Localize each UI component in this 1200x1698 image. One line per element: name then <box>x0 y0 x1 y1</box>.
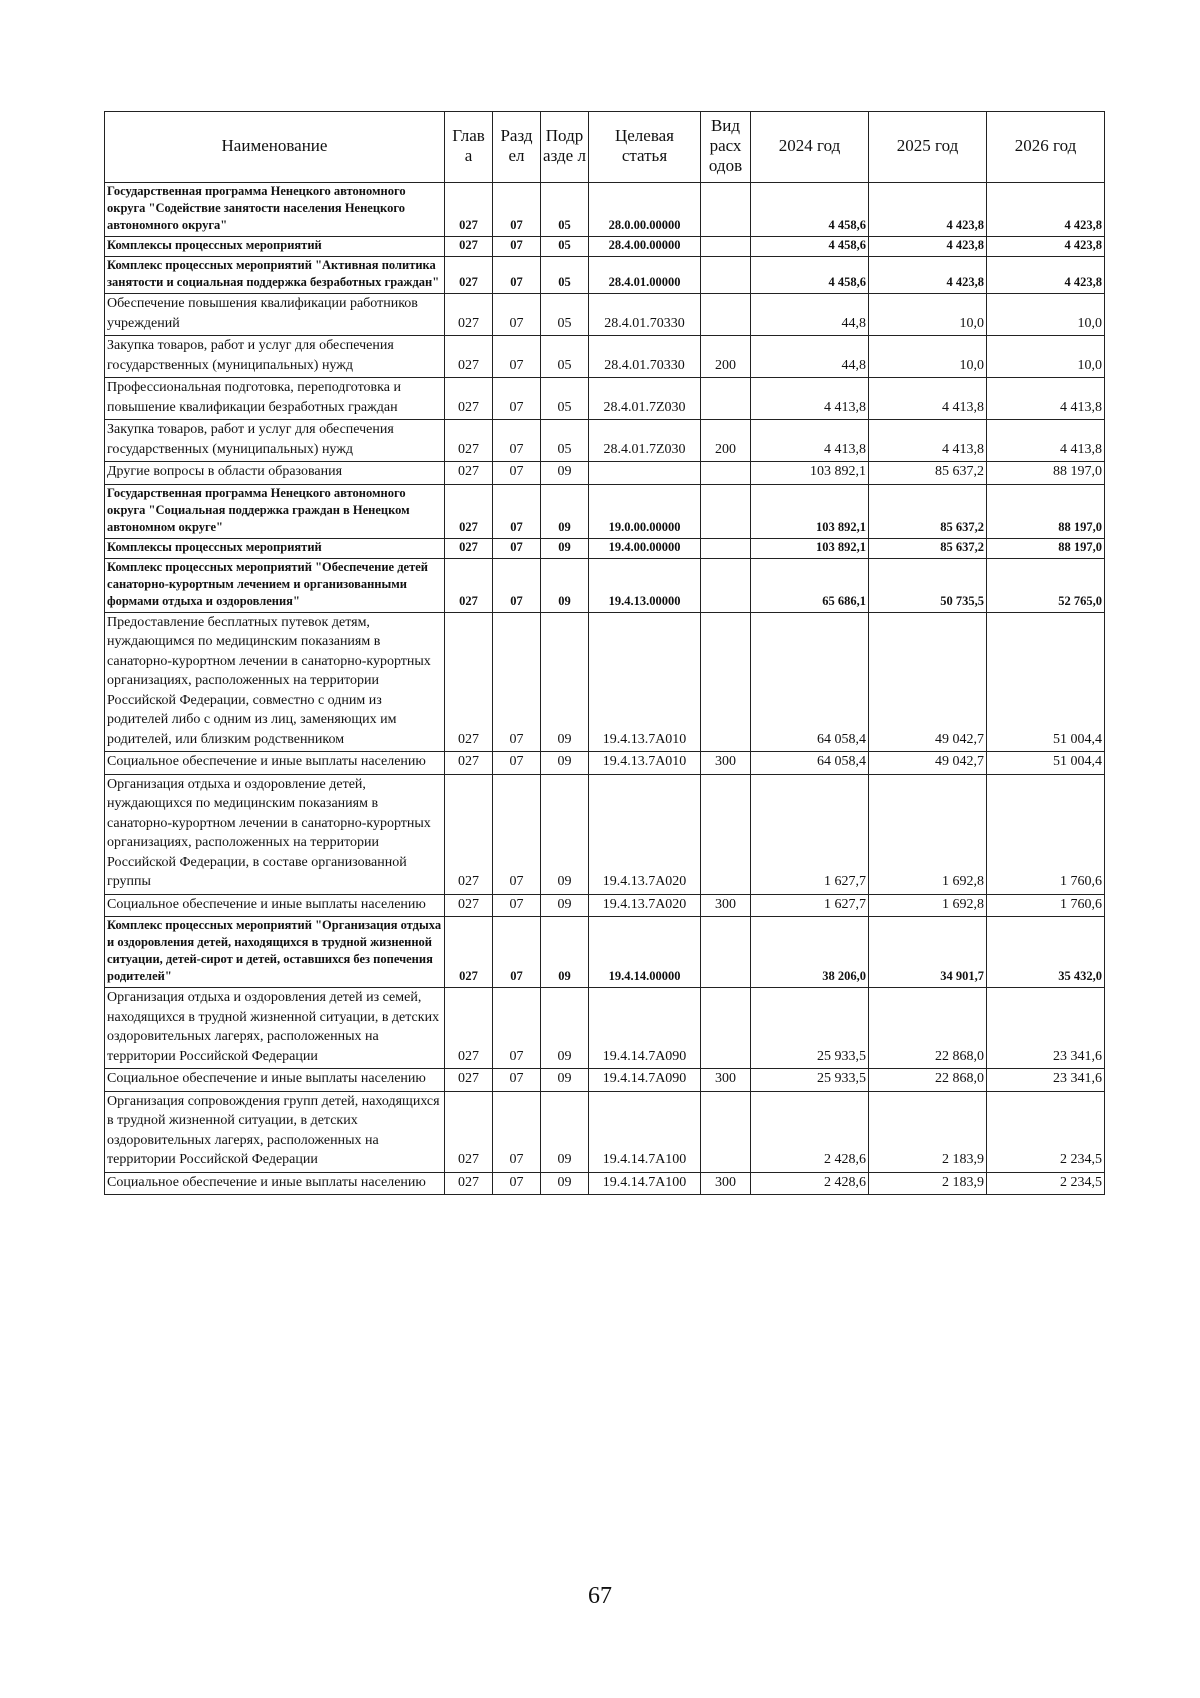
row-amount-2024: 4 458,6 <box>751 183 869 237</box>
row-amount-2026: 23 341,6 <box>987 1069 1105 1092</box>
row-amount-2025: 1 692,8 <box>869 774 987 894</box>
row-podrazdel: 09 <box>541 1069 589 1092</box>
row-target-article: 28.4.01.70330 <box>589 336 701 378</box>
row-razdel: 07 <box>493 612 541 752</box>
row-amount-2026: 23 341,6 <box>987 988 1105 1069</box>
row-razdel: 07 <box>493 378 541 420</box>
row-name: Комплексы процессных мероприятий <box>105 237 445 257</box>
row-expense-type <box>701 378 751 420</box>
row-glava: 027 <box>445 558 493 612</box>
row-expense-type <box>701 257 751 294</box>
row-target-article: 19.0.00.00000 <box>589 484 701 538</box>
row-target-article: 28.4.01.00000 <box>589 257 701 294</box>
row-amount-2024: 103 892,1 <box>751 538 869 558</box>
row-name: Закупка товаров, работ и услуг для обеспечения государственных (муниципальных) нужд <box>105 420 445 462</box>
row-amount-2024: 2 428,6 <box>751 1091 869 1172</box>
table-row <box>105 420 1105 462</box>
row-podrazdel: 09 <box>541 1091 589 1172</box>
table-row <box>105 1172 1105 1195</box>
row-razdel: 07 <box>493 1172 541 1195</box>
row-amount-2026: 88 197,0 <box>987 538 1105 558</box>
row-name: Предоставление бесплатных путевок детям, нуждающимся по медицинским показаниям в санаторно-курортном лечении в санаторно-курортных организациях, расположенных на территории Российской Федерации, совместно с одним из родителей либо с одним из лиц, заменяющих им родителей, или близким родственником <box>105 612 445 752</box>
table-row <box>105 1069 1105 1092</box>
row-razdel: 07 <box>493 558 541 612</box>
row-podrazdel: 09 <box>541 774 589 894</box>
row-expense-type <box>701 183 751 237</box>
row-podrazdel: 05 <box>541 294 589 336</box>
row-glava: 027 <box>445 752 493 775</box>
row-razdel: 07 <box>493 894 541 917</box>
row-expense-type <box>701 612 751 752</box>
row-target-article: 19.4.13.7А020 <box>589 894 701 917</box>
row-amount-2025: 10,0 <box>869 294 987 336</box>
row-target-article: 19.4.14.7А090 <box>589 1069 701 1092</box>
row-podrazdel: 09 <box>541 612 589 752</box>
row-glava: 027 <box>445 538 493 558</box>
row-podrazdel: 09 <box>541 917 589 988</box>
row-amount-2024: 4 413,8 <box>751 420 869 462</box>
row-expense-type <box>701 484 751 538</box>
row-amount-2025: 4 423,8 <box>869 237 987 257</box>
row-expense-type: 300 <box>701 1172 751 1195</box>
row-razdel: 07 <box>493 183 541 237</box>
row-amount-2024: 1 627,7 <box>751 774 869 894</box>
row-podrazdel: 05 <box>541 378 589 420</box>
row-amount-2025: 4 413,8 <box>869 420 987 462</box>
row-podrazdel: 05 <box>541 237 589 257</box>
row-podrazdel: 05 <box>541 420 589 462</box>
row-amount-2024: 44,8 <box>751 336 869 378</box>
row-glava: 027 <box>445 257 493 294</box>
row-glava: 027 <box>445 1172 493 1195</box>
row-expense-type <box>701 917 751 988</box>
row-podrazdel: 09 <box>541 484 589 538</box>
row-razdel: 07 <box>493 294 541 336</box>
row-amount-2026: 4 423,8 <box>987 183 1105 237</box>
row-expense-type: 200 <box>701 420 751 462</box>
row-name: Организация сопровождения групп детей, находящихся в трудной жизненной ситуации, в детских оздоровительных лагерях, расположенных на территории Российской Федерации <box>105 1091 445 1172</box>
row-expense-type <box>701 1091 751 1172</box>
table-row <box>105 1091 1105 1172</box>
table-row <box>105 294 1105 336</box>
row-amount-2025: 4 423,8 <box>869 183 987 237</box>
row-expense-type: 300 <box>701 1069 751 1092</box>
row-podrazdel: 05 <box>541 183 589 237</box>
header-target-article: Целевая статья <box>589 112 701 183</box>
row-target-article: 19.4.14.00000 <box>589 917 701 988</box>
row-expense-type <box>701 558 751 612</box>
row-podrazdel: 05 <box>541 257 589 294</box>
row-amount-2026: 2 234,5 <box>987 1091 1105 1172</box>
row-amount-2025: 85 637,2 <box>869 462 987 485</box>
row-target-article: 19.4.00.00000 <box>589 538 701 558</box>
row-amount-2024: 25 933,5 <box>751 988 869 1069</box>
row-name: Закупка товаров, работ и услуг для обеспечения государственных (муниципальных) нужд <box>105 336 445 378</box>
row-razdel: 07 <box>493 257 541 294</box>
table-row <box>105 538 1105 558</box>
row-expense-type <box>701 237 751 257</box>
row-glava: 027 <box>445 183 493 237</box>
row-amount-2025: 49 042,7 <box>869 612 987 752</box>
table-row <box>105 462 1105 485</box>
table-body <box>105 183 1105 1195</box>
row-target-article: 19.4.13.00000 <box>589 558 701 612</box>
row-glava: 027 <box>445 612 493 752</box>
row-podrazdel: 05 <box>541 336 589 378</box>
row-amount-2025: 10,0 <box>869 336 987 378</box>
row-razdel: 07 <box>493 336 541 378</box>
row-razdel: 07 <box>493 484 541 538</box>
row-target-article <box>589 462 701 485</box>
row-razdel: 07 <box>493 774 541 894</box>
row-glava: 027 <box>445 336 493 378</box>
row-amount-2026: 2 234,5 <box>987 1172 1105 1195</box>
row-amount-2025: 1 692,8 <box>869 894 987 917</box>
table-row <box>105 558 1105 612</box>
row-target-article: 28.4.00.00000 <box>589 237 701 257</box>
row-target-article: 19.4.14.7А100 <box>589 1172 701 1195</box>
row-glava: 027 <box>445 237 493 257</box>
row-name: Организация отдыха и оздоровления детей из семей, находящихся в трудной жизненной ситуации, в детских оздоровительных лагерях, расположенных на территории Российской Федерации <box>105 988 445 1069</box>
table-row <box>105 894 1105 917</box>
row-amount-2024: 4 458,6 <box>751 237 869 257</box>
row-amount-2024: 4 458,6 <box>751 257 869 294</box>
row-glava: 027 <box>445 378 493 420</box>
row-amount-2025: 22 868,0 <box>869 988 987 1069</box>
row-amount-2026: 4 423,8 <box>987 257 1105 294</box>
row-target-article: 28.4.01.7Z030 <box>589 420 701 462</box>
row-amount-2026: 52 765,0 <box>987 558 1105 612</box>
row-razdel: 07 <box>493 1069 541 1092</box>
header-glava: Глав а <box>445 112 493 183</box>
row-glava: 027 <box>445 988 493 1069</box>
row-amount-2026: 35 432,0 <box>987 917 1105 988</box>
row-name: Комплекс процессных мероприятий "Организация отдыха и оздоровления детей, находящихся в трудной жизненной ситуации, детей-сирот и детей, оставшихся без попечения родителей" <box>105 917 445 988</box>
table-header-row <box>105 112 1105 183</box>
row-name: Государственная программа Ненецкого автономного округа "Социальная поддержка граждан в Ненецком автономном округе" <box>105 484 445 538</box>
row-expense-type <box>701 294 751 336</box>
row-amount-2026: 10,0 <box>987 294 1105 336</box>
row-amount-2024: 64 058,4 <box>751 612 869 752</box>
header-2025: 2025 год <box>869 112 987 183</box>
row-podrazdel: 09 <box>541 988 589 1069</box>
row-amount-2025: 22 868,0 <box>869 1069 987 1092</box>
budget-table <box>104 111 1105 1195</box>
row-amount-2025: 4 413,8 <box>869 378 987 420</box>
row-target-article: 19.4.13.7А010 <box>589 612 701 752</box>
row-name: Социальное обеспечение и иные выплаты населению <box>105 894 445 917</box>
row-amount-2026: 10,0 <box>987 336 1105 378</box>
row-amount-2025: 85 637,2 <box>869 484 987 538</box>
row-name: Социальное обеспечение и иные выплаты населению <box>105 1172 445 1195</box>
row-expense-type <box>701 988 751 1069</box>
row-razdel: 07 <box>493 420 541 462</box>
header-2026: 2026 год <box>987 112 1105 183</box>
row-razdel: 07 <box>493 988 541 1069</box>
row-razdel: 07 <box>493 1091 541 1172</box>
row-amount-2024: 38 206,0 <box>751 917 869 988</box>
row-glava: 027 <box>445 484 493 538</box>
row-amount-2024: 4 413,8 <box>751 378 869 420</box>
row-expense-type: 300 <box>701 894 751 917</box>
header-razdel: Разд ел <box>493 112 541 183</box>
row-amount-2026: 51 004,4 <box>987 752 1105 775</box>
row-name: Другие вопросы в области образования <box>105 462 445 485</box>
row-amount-2026: 1 760,6 <box>987 774 1105 894</box>
row-amount-2024: 1 627,7 <box>751 894 869 917</box>
row-expense-type <box>701 538 751 558</box>
row-glava: 027 <box>445 894 493 917</box>
row-amount-2024: 65 686,1 <box>751 558 869 612</box>
row-amount-2024: 2 428,6 <box>751 1172 869 1195</box>
table-row <box>105 774 1105 894</box>
row-razdel: 07 <box>493 538 541 558</box>
row-razdel: 07 <box>493 462 541 485</box>
row-amount-2025: 49 042,7 <box>869 752 987 775</box>
row-name: Социальное обеспечение и иные выплаты населению <box>105 752 445 775</box>
row-target-article: 28.4.01.7Z030 <box>589 378 701 420</box>
row-podrazdel: 09 <box>541 538 589 558</box>
row-razdel: 07 <box>493 917 541 988</box>
row-amount-2025: 50 735,5 <box>869 558 987 612</box>
header-name: Наименование <box>105 112 445 183</box>
row-glava: 027 <box>445 774 493 894</box>
row-amount-2025: 4 423,8 <box>869 257 987 294</box>
row-target-article: 28.4.01.70330 <box>589 294 701 336</box>
header-2024: 2024 год <box>751 112 869 183</box>
row-amount-2026: 88 197,0 <box>987 462 1105 485</box>
row-amount-2025: 2 183,9 <box>869 1172 987 1195</box>
table-row <box>105 484 1105 538</box>
row-name: Организация отдыха и оздоровление детей, нуждающихся по медицинским показаниям в санаторно-курортном лечении в санаторно-курортных организациях, расположенных на территории Российской Федерации, в составе организованной группы <box>105 774 445 894</box>
row-glava: 027 <box>445 1069 493 1092</box>
row-podrazdel: 09 <box>541 752 589 775</box>
row-podrazdel: 09 <box>541 894 589 917</box>
row-target-article: 19.4.13.7А010 <box>589 752 701 775</box>
row-amount-2026: 4 413,8 <box>987 378 1105 420</box>
row-glava: 027 <box>445 462 493 485</box>
row-name: Комплексы процессных мероприятий <box>105 538 445 558</box>
table-row <box>105 752 1105 775</box>
row-amount-2024: 103 892,1 <box>751 484 869 538</box>
row-amount-2026: 4 413,8 <box>987 420 1105 462</box>
row-target-article: 28.0.00.00000 <box>589 183 701 237</box>
table-row <box>105 378 1105 420</box>
row-target-article: 19.4.13.7А020 <box>589 774 701 894</box>
row-glava: 027 <box>445 917 493 988</box>
row-name: Государственная программа Ненецкого автономного округа "Содействие занятости населения Ненецкого автономного округа" <box>105 183 445 237</box>
page-number: 67 <box>588 1583 612 1609</box>
row-name: Профессиональная подготовка, переподготовка и повышение квалификации безработных граждан <box>105 378 445 420</box>
row-amount-2025: 85 637,2 <box>869 538 987 558</box>
row-glava: 027 <box>445 420 493 462</box>
row-amount-2024: 103 892,1 <box>751 462 869 485</box>
table-row <box>105 257 1105 294</box>
row-podrazdel: 09 <box>541 558 589 612</box>
row-amount-2026: 1 760,6 <box>987 894 1105 917</box>
row-expense-type <box>701 462 751 485</box>
row-name: Комплекс процессных мероприятий "Обеспечение детей санаторно-курортным лечением и организованными формами отдыха и оздоровления" <box>105 558 445 612</box>
row-target-article: 19.4.14.7А090 <box>589 988 701 1069</box>
row-target-article: 19.4.14.7А100 <box>589 1091 701 1172</box>
table-row <box>105 237 1105 257</box>
table-row <box>105 183 1105 237</box>
row-glava: 027 <box>445 294 493 336</box>
row-amount-2026: 88 197,0 <box>987 484 1105 538</box>
header-expense-type: Вид расх одов <box>701 112 751 183</box>
row-expense-type <box>701 774 751 894</box>
row-razdel: 07 <box>493 237 541 257</box>
table-row <box>105 336 1105 378</box>
row-glava: 027 <box>445 1091 493 1172</box>
header-podrazdel: Подр азде л <box>541 112 589 183</box>
row-amount-2026: 4 423,8 <box>987 237 1105 257</box>
row-name: Комплекс процессных мероприятий "Активная политика занятости и социальная поддержка безработных граждан" <box>105 257 445 294</box>
row-podrazdel: 09 <box>541 1172 589 1195</box>
table-row <box>105 988 1105 1069</box>
row-name: Обеспечение повышения квалификации работников учреждений <box>105 294 445 336</box>
row-razdel: 07 <box>493 752 541 775</box>
row-amount-2025: 34 901,7 <box>869 917 987 988</box>
table-row <box>105 917 1105 988</box>
row-amount-2026: 51 004,4 <box>987 612 1105 752</box>
row-expense-type: 300 <box>701 752 751 775</box>
row-amount-2024: 44,8 <box>751 294 869 336</box>
row-amount-2024: 25 933,5 <box>751 1069 869 1092</box>
row-name: Социальное обеспечение и иные выплаты населению <box>105 1069 445 1092</box>
row-amount-2025: 2 183,9 <box>869 1091 987 1172</box>
row-amount-2024: 64 058,4 <box>751 752 869 775</box>
table-row <box>105 612 1105 752</box>
row-expense-type: 200 <box>701 336 751 378</box>
row-podrazdel: 09 <box>541 462 589 485</box>
